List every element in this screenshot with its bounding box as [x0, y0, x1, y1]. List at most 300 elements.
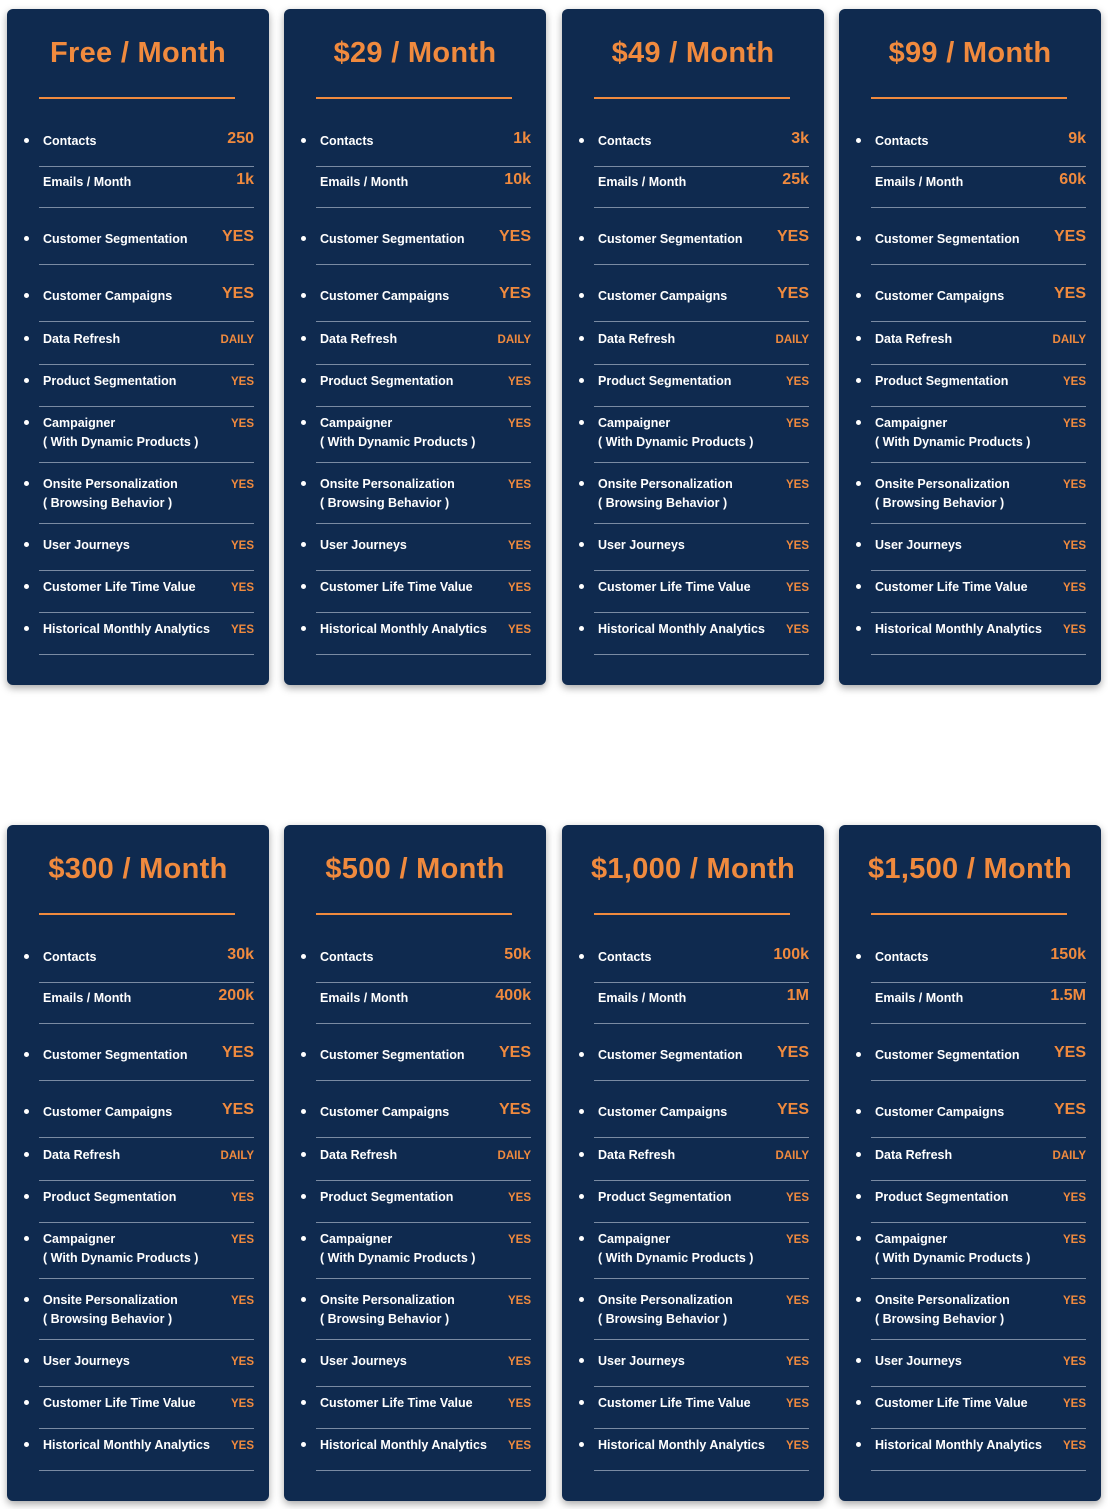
- feature-row: [316, 1228, 531, 1279]
- bullet-icon: [579, 1358, 584, 1363]
- feature-label: Product Segmentation: [320, 1190, 454, 1204]
- feature-label: User Journeys: [598, 1354, 685, 1368]
- feature-value: DAILY: [220, 334, 254, 346]
- bullet-icon: [301, 1236, 306, 1241]
- bullet-icon: [579, 293, 584, 298]
- title-divider: [316, 913, 512, 915]
- feature-label: Emails / Month: [875, 991, 964, 1005]
- feature-row: [594, 228, 809, 265]
- feature-label: Customer Segmentation: [320, 232, 465, 246]
- feature-label: Customer Segmentation: [320, 1048, 465, 1062]
- bullet-icon: [579, 336, 584, 341]
- feature-label: User Journeys: [320, 1354, 407, 1368]
- title-divider: [594, 913, 790, 915]
- feature-value: YES: [498, 1101, 531, 1118]
- bullet-icon: [301, 1194, 306, 1199]
- feature-label: Customer Segmentation: [598, 1048, 743, 1062]
- feature-label: Customer Life Time Value: [875, 1396, 1028, 1410]
- feature-value: YES: [1062, 624, 1086, 636]
- feature-label: Historical Monthly Analytics: [320, 622, 487, 636]
- feature-row: [594, 285, 809, 322]
- pricing-card: [562, 825, 824, 1501]
- feature-row: [594, 1044, 809, 1081]
- bullet-icon: [856, 1358, 861, 1363]
- bullet-icon: [856, 954, 861, 959]
- bullet-icon: [579, 626, 584, 631]
- bullet-icon: [301, 336, 306, 341]
- feature-row: [871, 1289, 1086, 1340]
- feature-label: Data Refresh: [320, 332, 398, 346]
- feature-label: Onsite Personalization ( Browsing Behavior ): [320, 477, 455, 510]
- feature-row: [316, 618, 531, 655]
- bullet-icon: [301, 1358, 306, 1363]
- feature-value: DAILY: [775, 334, 809, 346]
- bullet-icon: [856, 336, 861, 341]
- feature-label: Historical Monthly Analytics: [320, 1438, 487, 1452]
- feature-row: [39, 412, 254, 463]
- feature-label: Customer Segmentation: [875, 232, 1020, 246]
- bullet-icon: [24, 138, 29, 143]
- feature-label: Customer Campaigns: [598, 289, 728, 303]
- pricing-card: [7, 9, 269, 685]
- feature-value: YES: [785, 1295, 809, 1307]
- feature-value: YES: [507, 1234, 531, 1246]
- bullet-icon: [301, 1297, 306, 1302]
- bullet-icon: [24, 236, 29, 241]
- feature-row: [871, 1044, 1086, 1081]
- feature-value: YES: [230, 1440, 254, 1452]
- feature-label: Historical Monthly Analytics: [598, 1438, 765, 1452]
- bullet-icon: [856, 1297, 861, 1302]
- feature-label: Customer Campaigns: [320, 289, 450, 303]
- feature-row: [594, 1434, 809, 1471]
- bullet-icon: [856, 1109, 861, 1114]
- feature-value: YES: [1062, 479, 1086, 491]
- feature-row: [594, 171, 809, 208]
- feature-label: Emails / Month: [43, 991, 132, 1005]
- pricing-card: [284, 825, 546, 1501]
- feature-label: Campaigner ( With Dynamic Products ): [320, 416, 476, 449]
- bullet-icon: [24, 1152, 29, 1157]
- feature-value: YES: [507, 1192, 531, 1204]
- feature-row: [871, 1101, 1086, 1138]
- feature-row: [594, 1228, 809, 1279]
- feature-label: Data Refresh: [875, 1148, 953, 1162]
- feature-value: YES: [785, 540, 809, 552]
- bullet-icon: [301, 236, 306, 241]
- bullet-icon: [579, 1442, 584, 1447]
- feature-row: [594, 1289, 809, 1340]
- feature-label: Campaigner ( With Dynamic Products ): [43, 416, 199, 449]
- feature-row: [594, 946, 809, 983]
- feature-row: [594, 576, 809, 613]
- feature-label: Onsite Personalization ( Browsing Behavior ): [875, 1293, 1010, 1326]
- feature-label: Customer Life Time Value: [320, 580, 473, 594]
- feature-value: YES: [785, 376, 809, 388]
- feature-label: Customer Life Time Value: [598, 1396, 751, 1410]
- plan-price-title: $500 / Month: [325, 853, 505, 885]
- feature-value: YES: [507, 624, 531, 636]
- plan-price-title: $300 / Month: [48, 853, 228, 885]
- feature-value: DAILY: [1052, 334, 1086, 346]
- feature-row: [871, 987, 1086, 1024]
- feature-value: YES: [785, 418, 809, 430]
- feature-row: [594, 1392, 809, 1429]
- feature-row: [594, 130, 809, 167]
- bullet-icon: [301, 954, 306, 959]
- feature-label: Customer Life Time Value: [875, 580, 1028, 594]
- feature-value: 50k: [504, 946, 531, 963]
- feature-value: 10k: [504, 171, 531, 188]
- feature-row: [39, 130, 254, 167]
- bullet-icon: [24, 1358, 29, 1363]
- bullet-icon: [579, 378, 584, 383]
- feature-row: [594, 370, 809, 407]
- feature-value: YES: [230, 1398, 254, 1410]
- pricing-card: [562, 9, 824, 685]
- bullet-icon: [579, 542, 584, 547]
- feature-row: [316, 1144, 531, 1181]
- feature-value: YES: [221, 1044, 254, 1061]
- feature-label: Customer Segmentation: [875, 1048, 1020, 1062]
- bullet-icon: [301, 481, 306, 486]
- feature-value: YES: [507, 1295, 531, 1307]
- feature-label: Historical Monthly Analytics: [43, 622, 210, 636]
- feature-row: [316, 412, 531, 463]
- bullet-icon: [579, 1052, 584, 1057]
- bullet-icon: [856, 542, 861, 547]
- feature-label: Customer Segmentation: [43, 232, 188, 246]
- feature-row: [39, 1289, 254, 1340]
- feature-value: YES: [785, 1440, 809, 1452]
- feature-label: Historical Monthly Analytics: [598, 622, 765, 636]
- feature-label: Data Refresh: [320, 1148, 398, 1162]
- feature-row: [316, 1289, 531, 1340]
- feature-row: [39, 328, 254, 365]
- bullet-icon: [24, 954, 29, 959]
- feature-label: Data Refresh: [43, 332, 121, 346]
- feature-label: Customer Life Time Value: [320, 1396, 473, 1410]
- feature-row: [316, 370, 531, 407]
- pricing-card: [839, 825, 1101, 1501]
- feature-label: Contacts: [43, 134, 97, 148]
- feature-row: [871, 1228, 1086, 1279]
- feature-label: Campaigner ( With Dynamic Products ): [43, 1232, 199, 1265]
- feature-value: YES: [1053, 1101, 1086, 1118]
- bullet-icon: [301, 1052, 306, 1057]
- feature-value: YES: [785, 1398, 809, 1410]
- feature-value: YES: [507, 418, 531, 430]
- feature-value: YES: [785, 479, 809, 491]
- feature-label: User Journeys: [598, 538, 685, 552]
- feature-label: Onsite Personalization ( Browsing Behavior ): [320, 1293, 455, 1326]
- feature-label: Data Refresh: [43, 1148, 121, 1162]
- feature-label: Onsite Personalization ( Browsing Behavior ): [875, 477, 1010, 510]
- bullet-icon: [24, 1194, 29, 1199]
- feature-label: Onsite Personalization ( Browsing Behavior ): [598, 477, 733, 510]
- feature-row: [871, 473, 1086, 524]
- feature-value: YES: [230, 624, 254, 636]
- feature-row: [871, 370, 1086, 407]
- feature-row: [39, 228, 254, 265]
- bullet-icon: [856, 1236, 861, 1241]
- bullet-icon: [579, 1194, 584, 1199]
- feature-label: Contacts: [43, 950, 97, 964]
- feature-value: YES: [230, 1295, 254, 1307]
- feature-row: [316, 228, 531, 265]
- bullet-icon: [579, 138, 584, 143]
- bullet-icon: [579, 420, 584, 425]
- feature-row: [594, 473, 809, 524]
- feature-row: [39, 1228, 254, 1279]
- feature-label: Contacts: [875, 134, 929, 148]
- feature-label: Campaigner ( With Dynamic Products ): [598, 1232, 754, 1265]
- bullet-icon: [856, 481, 861, 486]
- bullet-icon: [856, 626, 861, 631]
- feature-label: Product Segmentation: [598, 1190, 732, 1204]
- bullet-icon: [856, 1152, 861, 1157]
- feature-label: User Journeys: [875, 1354, 962, 1368]
- feature-value: YES: [230, 418, 254, 430]
- feature-value: DAILY: [497, 334, 531, 346]
- bullet-icon: [856, 420, 861, 425]
- bullet-icon: [301, 626, 306, 631]
- feature-value: YES: [1053, 285, 1086, 302]
- feature-value: YES: [785, 1192, 809, 1204]
- feature-row: [39, 534, 254, 571]
- feature-value: DAILY: [775, 1150, 809, 1162]
- bullet-icon: [301, 138, 306, 143]
- feature-value: YES: [507, 1440, 531, 1452]
- bullet-icon: [579, 584, 584, 589]
- plan-price-title: $1,500 / Month: [867, 853, 1073, 885]
- feature-row: [39, 473, 254, 524]
- feature-value: YES: [221, 285, 254, 302]
- feature-row: [316, 285, 531, 322]
- feature-label: Onsite Personalization ( Browsing Behavior ): [43, 477, 178, 510]
- feature-row: [594, 1101, 809, 1138]
- feature-label: Emails / Month: [43, 175, 132, 189]
- feature-label: Historical Monthly Analytics: [43, 1438, 210, 1452]
- feature-label: Historical Monthly Analytics: [875, 622, 1042, 636]
- bullet-icon: [301, 293, 306, 298]
- bullet-icon: [856, 236, 861, 241]
- feature-value: 3k: [791, 130, 809, 147]
- bullet-icon: [301, 420, 306, 425]
- feature-value: YES: [498, 1044, 531, 1061]
- feature-value: YES: [1062, 1356, 1086, 1368]
- feature-value: YES: [230, 1192, 254, 1204]
- bullet-icon: [579, 1152, 584, 1157]
- feature-value: YES: [785, 1234, 809, 1246]
- feature-row: [316, 473, 531, 524]
- feature-row: [871, 285, 1086, 322]
- feature-row: [39, 1101, 254, 1138]
- feature-value: 400k: [495, 987, 531, 1004]
- bullet-icon: [301, 378, 306, 383]
- bullet-icon: [579, 1236, 584, 1241]
- feature-label: Campaigner ( With Dynamic Products ): [598, 416, 754, 449]
- feature-row: [39, 1186, 254, 1223]
- feature-row: [39, 1434, 254, 1471]
- bullet-icon: [24, 1109, 29, 1114]
- bullet-icon: [856, 1194, 861, 1199]
- feature-value: YES: [1062, 1440, 1086, 1452]
- feature-row: [871, 534, 1086, 571]
- feature-row: [316, 534, 531, 571]
- feature-label: Onsite Personalization ( Browsing Behavior ): [598, 1293, 733, 1326]
- feature-row: [871, 576, 1086, 613]
- feature-label: Emails / Month: [320, 991, 409, 1005]
- bullet-icon: [24, 378, 29, 383]
- title-divider: [39, 913, 235, 915]
- feature-value: DAILY: [1052, 1150, 1086, 1162]
- feature-row: [316, 1434, 531, 1471]
- feature-value: YES: [221, 1101, 254, 1118]
- feature-row: [316, 1186, 531, 1223]
- feature-row: [316, 576, 531, 613]
- feature-value: YES: [1062, 1192, 1086, 1204]
- feature-value: YES: [1062, 376, 1086, 388]
- feature-value: 1M: [786, 987, 809, 1004]
- feature-row: [39, 1350, 254, 1387]
- feature-row: [39, 285, 254, 322]
- feature-value: YES: [230, 582, 254, 594]
- feature-row: [316, 1392, 531, 1429]
- feature-label: Data Refresh: [598, 1148, 676, 1162]
- feature-value: DAILY: [497, 1150, 531, 1162]
- feature-row: [871, 171, 1086, 208]
- bullet-icon: [24, 481, 29, 486]
- bullet-icon: [856, 1400, 861, 1405]
- feature-label: User Journeys: [43, 538, 130, 552]
- bullet-icon: [301, 584, 306, 589]
- bullet-icon: [24, 542, 29, 547]
- bullet-icon: [856, 378, 861, 383]
- feature-label: Emails / Month: [875, 175, 964, 189]
- bullet-icon: [24, 420, 29, 425]
- bullet-icon: [24, 1400, 29, 1405]
- feature-row: [871, 1434, 1086, 1471]
- bullet-icon: [24, 1052, 29, 1057]
- feature-row: [316, 171, 531, 208]
- feature-row: [316, 1350, 531, 1387]
- plan-price-title: Free / Month: [50, 37, 226, 69]
- feature-value: 250: [227, 130, 254, 147]
- feature-label: Emails / Month: [598, 175, 687, 189]
- feature-label: User Journeys: [875, 538, 962, 552]
- feature-row: [871, 1144, 1086, 1181]
- feature-label: Customer Segmentation: [598, 232, 743, 246]
- feature-label: Onsite Personalization ( Browsing Behavior ): [43, 1293, 178, 1326]
- feature-row: [871, 412, 1086, 463]
- feature-label: Customer Life Time Value: [598, 580, 751, 594]
- feature-value: 100k: [773, 946, 809, 963]
- feature-value: YES: [1062, 1295, 1086, 1307]
- feature-label: Customer Campaigns: [43, 289, 173, 303]
- feature-label: Contacts: [875, 950, 929, 964]
- feature-value: YES: [507, 376, 531, 388]
- feature-row: [39, 946, 254, 983]
- feature-label: Product Segmentation: [43, 1190, 177, 1204]
- feature-value: YES: [1053, 228, 1086, 245]
- feature-row: [316, 1044, 531, 1081]
- feature-row: [594, 1350, 809, 1387]
- feature-row: [316, 328, 531, 365]
- bullet-icon: [24, 626, 29, 631]
- feature-row: [594, 412, 809, 463]
- feature-row: [871, 328, 1086, 365]
- feature-label: Contacts: [320, 134, 374, 148]
- bullet-icon: [856, 1442, 861, 1447]
- bullet-icon: [24, 1236, 29, 1241]
- feature-row: [39, 618, 254, 655]
- feature-row: [39, 576, 254, 613]
- bullet-icon: [301, 1442, 306, 1447]
- feature-value: YES: [1062, 540, 1086, 552]
- feature-row: [316, 1101, 531, 1138]
- feature-value: YES: [230, 1234, 254, 1246]
- title-divider: [39, 97, 235, 99]
- pricing-card: [839, 9, 1101, 685]
- feature-value: 30k: [227, 946, 254, 963]
- feature-value: YES: [776, 1044, 809, 1061]
- feature-value: YES: [1062, 582, 1086, 594]
- feature-label: Contacts: [320, 950, 374, 964]
- feature-row: [871, 946, 1086, 983]
- feature-label: Historical Monthly Analytics: [875, 1438, 1042, 1452]
- feature-value: YES: [785, 624, 809, 636]
- feature-label: Customer Campaigns: [320, 1105, 450, 1119]
- feature-value: YES: [1062, 418, 1086, 430]
- feature-label: Product Segmentation: [875, 1190, 1009, 1204]
- feature-row: [871, 130, 1086, 167]
- feature-label: Customer Campaigns: [598, 1105, 728, 1119]
- feature-value: YES: [1062, 1234, 1086, 1246]
- feature-label: Customer Life Time Value: [43, 580, 196, 594]
- feature-value: YES: [1062, 1398, 1086, 1410]
- feature-row: [594, 534, 809, 571]
- bullet-icon: [301, 1152, 306, 1157]
- feature-label: Product Segmentation: [598, 374, 732, 388]
- bullet-icon: [579, 1109, 584, 1114]
- feature-value: DAILY: [220, 1150, 254, 1162]
- feature-label: User Journeys: [320, 538, 407, 552]
- feature-row: [39, 1392, 254, 1429]
- pricing-card: [7, 825, 269, 1501]
- feature-label: Product Segmentation: [43, 374, 177, 388]
- feature-value: YES: [1053, 1044, 1086, 1061]
- feature-row: [39, 1144, 254, 1181]
- bullet-icon: [856, 293, 861, 298]
- feature-label: Product Segmentation: [875, 374, 1009, 388]
- bullet-icon: [856, 138, 861, 143]
- bullet-icon: [24, 1442, 29, 1447]
- feature-value: 1.5M: [1050, 987, 1086, 1004]
- bullet-icon: [301, 1109, 306, 1114]
- feature-value: 25k: [782, 171, 809, 188]
- plan-price-title: $29 / Month: [333, 37, 497, 69]
- feature-value: YES: [507, 479, 531, 491]
- plan-price-title: $99 / Month: [888, 37, 1052, 69]
- feature-value: YES: [498, 285, 531, 302]
- feature-row: [871, 1186, 1086, 1223]
- bullet-icon: [301, 1400, 306, 1405]
- feature-label: Customer Campaigns: [875, 1105, 1005, 1119]
- feature-row: [39, 987, 254, 1024]
- feature-value: 60k: [1059, 171, 1086, 188]
- feature-row: [316, 946, 531, 983]
